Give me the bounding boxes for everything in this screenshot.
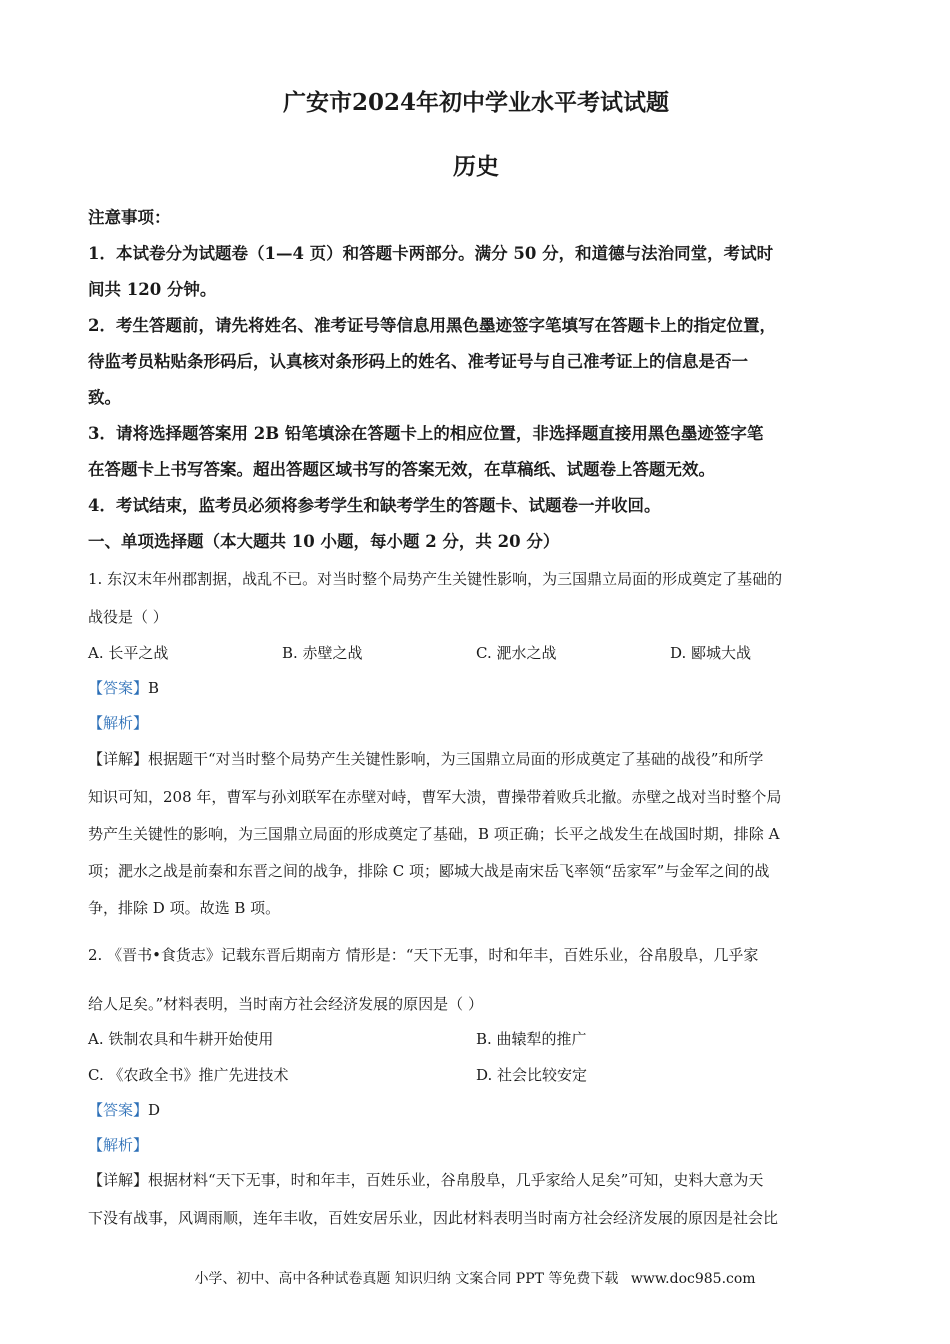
notice-heading: 注意事项： xyxy=(88,208,171,227)
notice-item-2: 2．考生答题前，请先将姓名、准考证号等信息用黑色墨迹签字笔填写在答题卡上的指定位置， xyxy=(88,316,776,335)
exam-subject: 历史 xyxy=(453,153,499,180)
footer-text: 小学、初中、高中各种试卷真题 知识归纳 文案合同 PPT 等免费下载 xyxy=(194,1271,619,1287)
q2-detail-line-2: 下没有战事，风调雨顺，连年丰收，百姓安居乐业，因此材料表明当时南方社会经济发展的原因是社会比 xyxy=(88,1209,779,1227)
q2-detail xyxy=(88,1169,864,1190)
q1-stem: 1. 东汉末年州郡割据，战乱不已。对当时整个局势产生关键性影响，为三国鼎立局面的形成奠定了基础的 xyxy=(88,570,783,588)
q2-analysis-label: 【解析】 xyxy=(88,1136,149,1154)
q1-detail-line-2: 知识可知，208 年，曹军与孙刘联军在赤壁对峙，曹军大溃，曹操带着败兵北撤。赤壁之战对当时整个局 xyxy=(88,788,782,806)
notice-item-2-end: 致。 xyxy=(88,388,121,407)
notice-item-3-cont: 在答题卡上书写答案。超出答题区域书写的答案无效，在草稿纸、试题卷上答题无效。 xyxy=(88,460,715,479)
answer-value: D xyxy=(148,1101,161,1119)
notice-item-4: 4．考试结束，监考员必须将参考学生和缺考学生的答题卡、试题卷一并收回。 xyxy=(88,496,661,515)
answer-value: B xyxy=(148,679,160,697)
q2-option-a: A. 铁制农具和牛耕开始使用 xyxy=(88,1030,274,1048)
q1-option-c: C. 淝水之战 xyxy=(476,644,557,662)
q2-option-b: B. 曲辕犁的推广 xyxy=(476,1030,587,1048)
q1-stem-cont: 战役是（ ） xyxy=(88,608,168,626)
page-footer xyxy=(0,1268,950,1288)
answer-label: 【答案】 xyxy=(88,679,149,697)
notice-item-3: 3．请将选择题答案用 2B 铅笔填涂在答题卡上的相应位置，非选择题直接用黑色墨迹签字笔 xyxy=(88,424,764,443)
q2-stem-cont: 给人足矣。”材料表明，当时南方社会经济发展的原因是（ ） xyxy=(88,995,483,1013)
footer-link[interactable]: www.doc985.com xyxy=(630,1271,756,1287)
notice-item-1: 1．本试卷分为试题卷（1—4 页）和答题卡两部分。满分 50 分，和道德与法治同堂，考试时 xyxy=(88,244,774,263)
section-heading: 一、单项选择题（本大题共 10 小题，每小题 2 分，共 20 分） xyxy=(88,532,560,551)
q1-option-b: B. 赤壁之战 xyxy=(282,644,363,662)
q1-detail-line-3: 势产生关键性的影响，为三国鼎立局面的形成奠定了基础，B 项正确；长平之战发生在战国时期，排除 A xyxy=(88,825,780,843)
q1-option-a: A. 长平之战 xyxy=(88,644,169,662)
q1-detail-line-4: 项；淝水之战是前秦和东晋之间的战争，排除 C 项；郾城大战是南宋岳飞率领“岳家军”与金军之间的战 xyxy=(88,862,770,880)
notice-item-1-cont: 间共 120 分钟。 xyxy=(88,280,217,299)
q1-detail-line-5: 争，排除 D 项。故选 B 项。 xyxy=(88,899,281,917)
detail-text: 根据材料“天下无事，时和年丰，百姓乐业，谷帛殷阜，几乎家给人足矣”可知，史料大意为天 xyxy=(148,1171,764,1189)
detail-label: 【详解】 xyxy=(88,1171,149,1189)
q2-answer xyxy=(88,1099,864,1120)
detail-label: 【详解】 xyxy=(88,750,149,768)
answer-label: 【答案】 xyxy=(88,1101,149,1119)
exam-title: 广安市2024年初中学业水平考试试题 xyxy=(282,89,669,116)
notice-item-2-cont: 待监考员粘贴条形码后，认真核对条形码上的姓名、准考证号与自己准考证上的信息是否一 xyxy=(88,352,748,371)
q2-stem: 2. 《晋书•食货志》记载东晋后期南方 情形是：“天下无事，时和年丰，百姓乐业，谷帛殷阜，几乎家 xyxy=(88,946,759,964)
q2-option-d: D. 社会比较安定 xyxy=(476,1066,588,1084)
q1-detail xyxy=(88,748,864,769)
q1-analysis-label: 【解析】 xyxy=(88,714,149,732)
q1-answer xyxy=(88,677,864,698)
detail-text: 根据题干“对当时整个局势产生关键性影响，为三国鼎立局面的形成奠定了基础的战役”和所学 xyxy=(148,750,764,768)
q2-option-c: C. 《农政全书》推广先进技术 xyxy=(88,1066,289,1084)
q1-option-d: D. 郾城大战 xyxy=(670,644,752,662)
